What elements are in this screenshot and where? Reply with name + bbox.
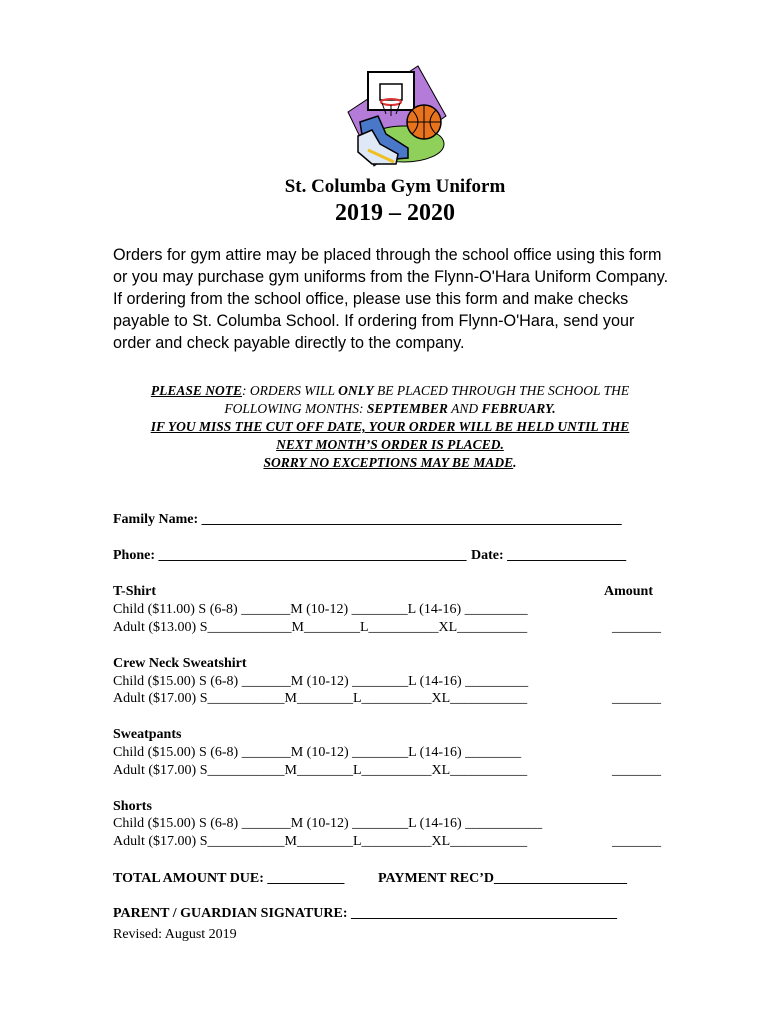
notice-line-3: IF YOU MISS THE CUT OFF DATE, YOUR ORDER WILL BE HELD UNTIL THE (150, 419, 630, 434)
sweatpants-child-line[interactable]: Child ($15.00) S (6-8) _______M (10-12) ________L (14-16) ________ (113, 745, 522, 760)
intro-paragraph (113, 244, 683, 354)
shorts-child-line[interactable]: Child ($15.00) S (6-8) _______M (10-12) ________L (14-16) ___________ (113, 816, 543, 831)
intro-line: Orders for gym attire may be placed through the school office using this form (113, 246, 662, 264)
notice-text: FOLLOWING MONTHS: (224, 401, 367, 416)
form-year: 2019 – 2020 (335, 200, 455, 226)
intro-line: payable to St. Columba School. If ordering from Flynn-O'Hara, send your (113, 312, 635, 330)
intro-line: or you may purchase gym uniforms from the Flynn-O'Hara Uniform Company. (113, 268, 669, 286)
tshirt-amount-field[interactable]: _______ (612, 620, 661, 635)
family-name-field[interactable]: Family Name: ____________________________________________________________ (113, 512, 622, 527)
phone-field[interactable]: Phone: ____________________________________________ (113, 548, 467, 563)
order-notice (100, 382, 680, 472)
tshirt-title: T-Shirt (113, 584, 157, 599)
sweatpants-title: Sweatpants (113, 727, 182, 742)
form-title: St. Columba Gym Uniform (284, 176, 506, 197)
signature-field[interactable]: PARENT / GUARDIAN SIGNATURE: ______________________________________ (113, 906, 618, 921)
notice-text: . (513, 455, 517, 470)
tshirt-child-line[interactable]: Child ($11.00) S (6-8) _______M (10-12) ________L (14-16) _________ (113, 602, 528, 617)
amount-header: Amount (604, 584, 654, 599)
notice-text: AND (447, 401, 482, 416)
notice-line-5 (100, 454, 680, 472)
notice-label: PLEASE NOTE (150, 383, 242, 398)
payment-received-field[interactable]: PAYMENT REC’D___________________ (378, 871, 628, 886)
notice-text: : ORDERS WILL (241, 383, 339, 398)
crew-amount-field[interactable]: _______ (612, 691, 661, 706)
tshirt-adult-line[interactable]: Adult ($13.00) S____________M________L__________XL__________ (113, 620, 528, 635)
notice-month: FEBRUARY. (481, 401, 556, 416)
date-field[interactable]: Date: _________________ (471, 548, 627, 563)
shorts-title: Shorts (113, 799, 152, 814)
basketball-clipart-icon (338, 64, 450, 174)
notice-text: SORRY NO EXCEPTIONS MAY BE MADE (263, 455, 514, 470)
notice-line-2 (100, 400, 680, 418)
notice-emphasis: ONLY (338, 383, 374, 398)
revised-date: Revised: August 2019 (113, 927, 237, 942)
notice-text: BE PLACED THROUGH THE SCHOOL THE (373, 383, 630, 398)
sweatpants-adult-line[interactable]: Adult ($17.00) S___________M________L__________XL___________ (113, 763, 528, 778)
intro-line: If ordering from the school office, please use this form and make checks (113, 290, 629, 308)
notice-line-4: NEXT MONTH’S ORDER IS PLACED. (276, 437, 504, 452)
notice-month: SEPTEMBER (366, 401, 448, 416)
intro-line: order and check payable directly to the company. (113, 334, 465, 352)
shorts-amount-field[interactable]: _______ (612, 834, 661, 849)
total-amount-field[interactable]: TOTAL AMOUNT DUE: ___________ (113, 871, 345, 886)
crew-child-line[interactable]: Child ($15.00) S (6-8) _______M (10-12) ________L (14-16) _________ (113, 674, 529, 689)
crew-adult-line[interactable]: Adult ($17.00) S___________M________L__________XL___________ (113, 691, 528, 706)
crew-title: Crew Neck Sweatshirt (113, 656, 247, 671)
sweatpants-amount-field[interactable]: _______ (612, 763, 661, 778)
shorts-adult-line[interactable]: Adult ($17.00) S___________M________L__________XL___________ (113, 834, 528, 849)
notice-line-1 (100, 382, 680, 400)
